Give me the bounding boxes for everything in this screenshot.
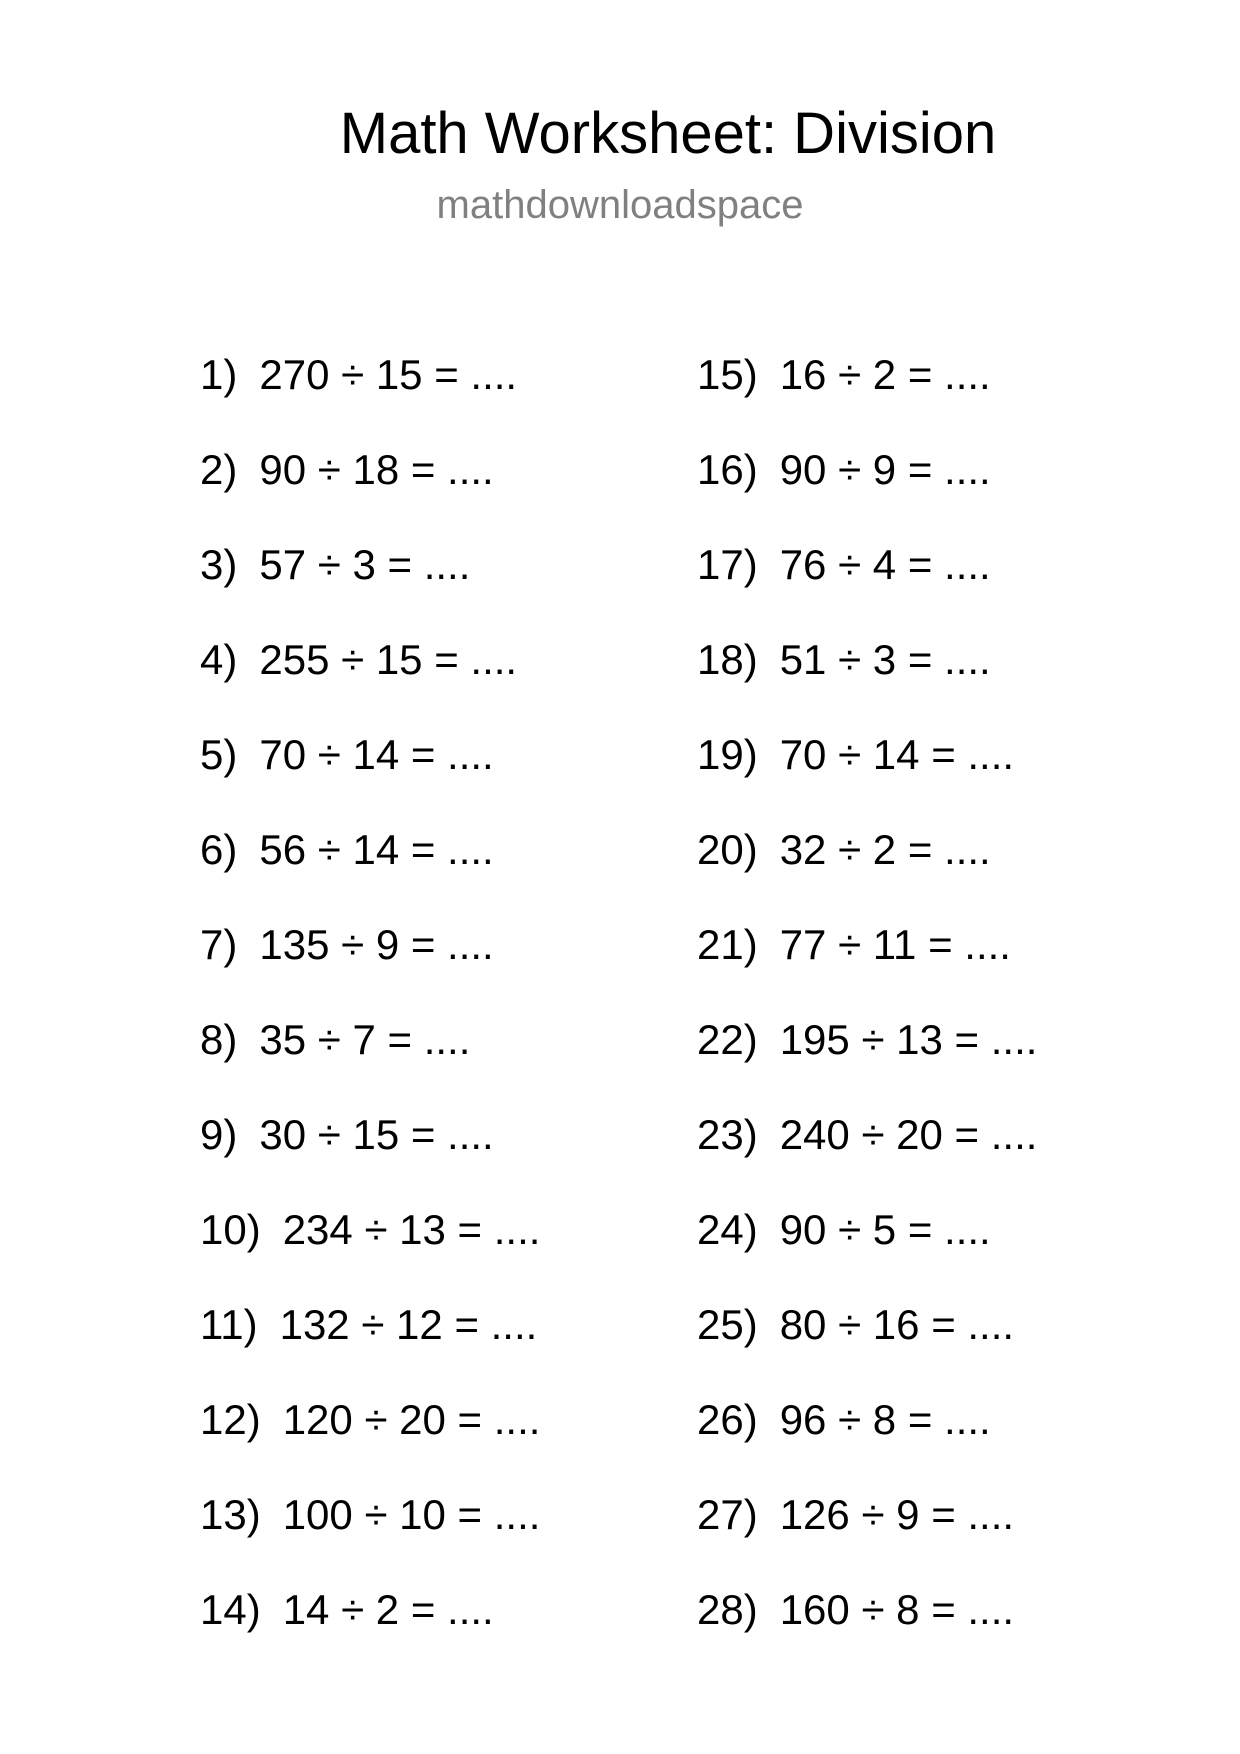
problem-number: 26) [697, 1396, 758, 1443]
problem-item [200, 1300, 540, 1395]
problem-item [200, 540, 540, 635]
problem-expression: 90 ÷ 5 = .... [779, 1206, 991, 1253]
problem-number: 11) [200, 1301, 258, 1348]
problem-expression: 132 ÷ 12 = .... [279, 1301, 538, 1348]
problem-expression: 51 ÷ 3 = .... [779, 636, 991, 683]
problem-number: 15) [697, 351, 758, 398]
problem-item [697, 1015, 1037, 1110]
problem-expression: 270 ÷ 15 = .... [259, 351, 518, 398]
problem-item [697, 350, 1037, 445]
problem-item [697, 920, 1037, 1015]
problem-item [200, 1110, 540, 1205]
problem-number: 22) [697, 1016, 758, 1063]
problem-expression: 57 ÷ 3 = .... [259, 541, 471, 588]
problem-expression: 70 ÷ 14 = .... [779, 731, 1015, 778]
problem-item [200, 920, 540, 1015]
problem-item [200, 730, 540, 825]
problem-item [697, 1205, 1037, 1300]
problem-expression: 195 ÷ 13 = .... [779, 1016, 1038, 1063]
problem-number: 8) [200, 1016, 238, 1063]
problem-item [697, 445, 1037, 540]
problem-number: 2) [200, 446, 238, 493]
problem-number: 18) [697, 636, 758, 683]
problem-number: 23) [697, 1111, 758, 1158]
problem-expression: 240 ÷ 20 = .... [779, 1111, 1038, 1158]
problem-item [697, 1110, 1037, 1205]
problem-number: 6) [200, 826, 238, 873]
problem-item [200, 1015, 540, 1110]
problem-item [200, 635, 540, 730]
page-title: Math Worksheet: Division [339, 101, 997, 166]
problem-expression: 35 ÷ 7 = .... [259, 1016, 471, 1063]
problem-expression: 126 ÷ 9 = .... [779, 1491, 1015, 1538]
problem-number: 5) [200, 731, 238, 778]
problem-number: 19) [697, 731, 758, 778]
problem-number: 9) [200, 1111, 238, 1158]
problem-number: 10) [200, 1206, 261, 1253]
page-subtitle: mathdownloadspace [436, 183, 804, 227]
problem-expression: 77 ÷ 11 = .... [779, 921, 1011, 968]
problem-item [697, 825, 1037, 920]
problem-expression: 120 ÷ 20 = .... [282, 1396, 541, 1443]
problem-item [697, 1395, 1037, 1490]
problem-expression: 80 ÷ 16 = .... [779, 1301, 1015, 1348]
problem-item [200, 445, 540, 540]
problem-item [697, 1300, 1037, 1395]
problem-expression: 160 ÷ 8 = .... [779, 1586, 1015, 1633]
problem-item [697, 730, 1037, 825]
problem-number: 12) [200, 1396, 261, 1443]
problem-expression: 30 ÷ 15 = .... [259, 1111, 494, 1158]
problem-expression: 14 ÷ 2 = .... [282, 1586, 494, 1633]
problem-expression: 135 ÷ 9 = .... [259, 921, 494, 968]
problem-number: 24) [697, 1206, 758, 1253]
problem-item [200, 1205, 540, 1300]
problem-number: 16) [697, 446, 758, 493]
problem-expression: 255 ÷ 15 = .... [259, 636, 518, 683]
problem-number: 21) [697, 921, 758, 968]
problem-number: 25) [697, 1301, 758, 1348]
problem-item [200, 1585, 540, 1680]
problem-number: 28) [697, 1586, 758, 1633]
problem-item [697, 635, 1037, 730]
problem-expression: 70 ÷ 14 = .... [259, 731, 494, 778]
problem-item [200, 825, 540, 920]
problem-expression: 96 ÷ 8 = .... [779, 1396, 991, 1443]
problem-number: 1) [200, 351, 238, 398]
problem-number: 17) [697, 541, 758, 588]
problem-item [200, 350, 540, 445]
problem-number: 27) [697, 1491, 758, 1538]
problem-number: 13) [200, 1491, 261, 1538]
problem-item [697, 1490, 1037, 1585]
problem-number: 3) [200, 541, 238, 588]
problem-column-left [200, 350, 540, 1680]
problem-expression: 76 ÷ 4 = .... [779, 541, 991, 588]
problem-expression: 100 ÷ 10 = .... [282, 1491, 541, 1538]
problem-number: 14) [200, 1586, 261, 1633]
problem-expression: 90 ÷ 9 = .... [779, 446, 991, 493]
problem-item [200, 1395, 540, 1490]
problem-item [697, 540, 1037, 635]
problem-expression: 56 ÷ 14 = .... [259, 826, 494, 873]
problem-number: 20) [697, 826, 758, 873]
problem-expression: 234 ÷ 13 = .... [282, 1206, 541, 1253]
problem-expression: 90 ÷ 18 = .... [259, 446, 494, 493]
problem-number: 4) [200, 636, 238, 683]
problem-item [697, 1585, 1037, 1680]
problem-expression: 32 ÷ 2 = .... [779, 826, 991, 873]
problem-number: 7) [200, 921, 238, 968]
problem-expression: 16 ÷ 2 = .... [779, 351, 991, 398]
problem-item [200, 1490, 540, 1585]
problem-column-right [697, 350, 1037, 1680]
